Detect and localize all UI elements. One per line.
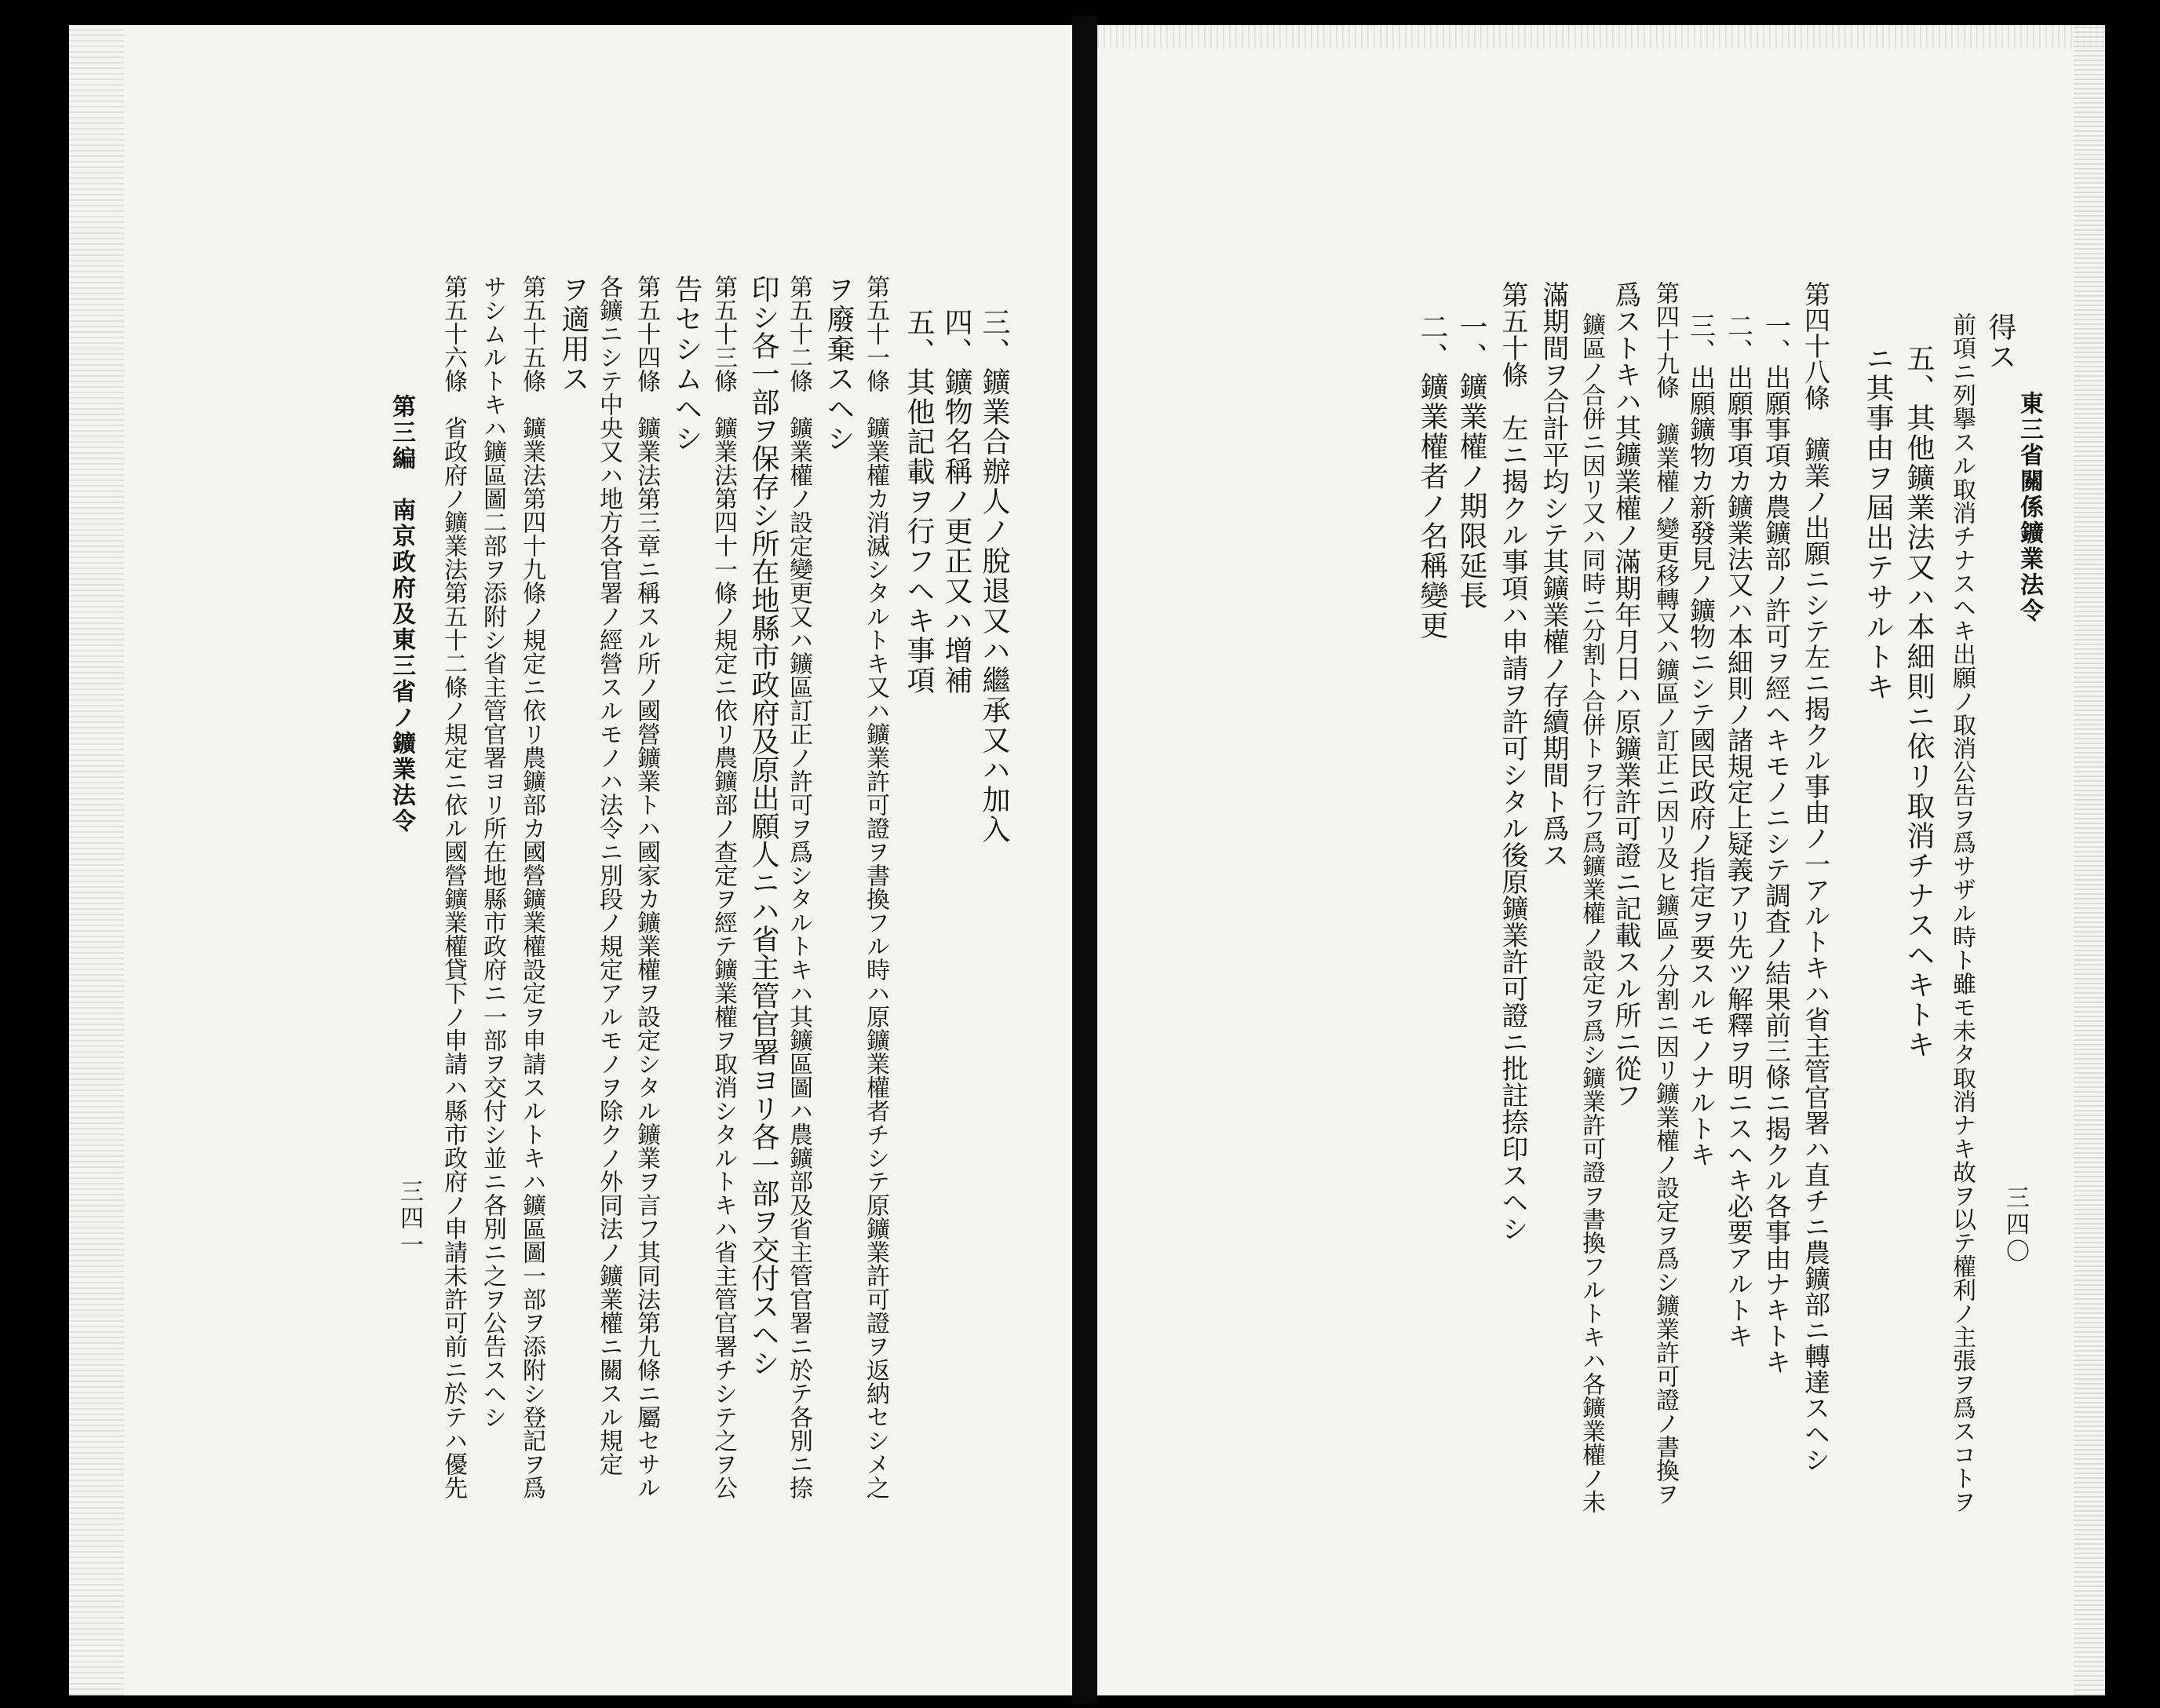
running-footer: 第三編 南京政府及東三省ノ鑛業法令 [388,394,415,834]
text-line: ヲ適用ス [557,275,589,394]
text-line: 印シ各一部ヲ保存シ所在地縣市政府及原出願人ニハ省主管官署ヨリ各一部ヲ交付スヘシ [747,275,779,1377]
text-line: 五、其他記載ヲ行フヘキ事項 [903,308,935,695]
text-line: 鑛區ノ合併ニ因リ又ハ同時ニ分割ト合併トヲ行フ爲鑛業權ノ設定ヲ爲シ鑛業許可證ヲ書換フルトキハ各鑛業權ノ未 [1578,312,1605,1513]
text-line: 三、出願鑛物カ新發見ノ鑛物ニシテ國民政府ノ指定ヲ要スルモノナルトキ [1686,312,1717,1167]
text-line: ヲ廢棄スヘシ [823,275,855,454]
text-line: 三、鑛業合辦人ノ脫退又ハ繼承又ハ加入 [978,308,1010,845]
running-header: 東三省關係鑛業法令 [2016,391,2043,624]
article-55: 第五十五條 鑛業法第四十九條ノ規定ニ依リ農鑛部カ國營鑛業權設定ヲ申請スルトキハ鑛區圖一部ヲ添附シ登記ヲ爲 [518,275,545,1499]
text-line: 一、出願事項カ農鑛部ノ許可ヲ經ヘキモノニシテ調査ノ結果前三條ニ揭クル各事由ナキトキ [1761,312,1792,1374]
article-54: 第五十四條 鑛業法第三章ニ稱スル所ノ國營鑛業トハ國家カ鑛業權ヲ設定シタル鑛業ヲ言フ其同法第九條ニ屬セサル [633,275,660,1499]
article-52: 第五十二條 鑛業權ノ設定變更又ハ鑛區訂正ノ許可ヲ爲シタルトキハ其鑛區圖ハ農鑛部及省主管官署ニ於テ各別ニ捺 [785,275,812,1499]
right-page [1097,25,2105,1695]
article-50: 第五十條 左ニ揭クル事項ハ申請ヲ許可シタル後原鑛業許可證ニ批註捺印スヘシ [1497,281,1528,1242]
text-line: 得ス [1984,312,2016,372]
article-49: 第四十九條 鑛業權ノ變更移轉又ハ鑛區ノ訂正ニ因リ及ヒ鑛區ノ分割ニ因リ鑛業權ノ設定ヲ爲シ鑛業許可證ノ書換ヲ [1651,281,1679,1505]
text-line: 前項ニ列擧スル取消チナスヘキ出願ノ取消公告ヲ爲サザル時ト雖モ未タ取消ナキ故ヲ以テ權利ノ主張ヲ爲スコトヲ [1948,312,1976,1513]
article-53: 第五十三條 鑛業法第四十一條ノ規定ニ依リ農鑛部ノ查定ヲ經テ鑛業權ヲ取消シタルトキハ省主管官署チシテ之ヲ公 [710,275,737,1499]
text-line: 告セシムヘシ [670,275,702,454]
text-line: 爲ストキハ其鑛業權ノ滿期年月日ハ原鑛業許可證ニ記載スル所ニ從フ [1610,281,1641,1108]
text-line: サシムルトキハ鑛區圖二部ヲ添附シ省主管官署ヨリ所在地縣市政府ニ一部ヲ交付シ並ニ各別ニ之ヲ公告スヘシ [479,275,506,1429]
page-number: 三四一 [396,1179,423,1259]
text-line: 滿期間ヲ合計平均シテ其鑛業權ノ存續期間ト爲ス [1538,281,1569,868]
page-number: 三四〇 [2001,1185,2029,1265]
text-line: ニ其事由ヲ屆出テサルトキ [1862,344,1894,702]
text-line: 二、鑛業權者ノ名稱變更 [1416,312,1448,640]
text-line: 一、鑛業權ノ期限延長 [1455,312,1487,611]
article-51: 第五十一條 鑛業權カ消滅シタルトキ又ハ鑛業許可證ヲ書換フル時ハ原鑛業權者チシテ原鑛業許可證ヲ返納セシメ之 [862,275,889,1499]
text-line: 各鑛ニシテ中央又ハ地方各官署ノ經營スルモノハ法令ニ別段ノ規定アルモノヲ除クノ外同法ノ鑛業權ニ關スル規定 [595,275,622,1476]
text-line: 五、其他鑛業法又ハ本細則ニ依リ取消チナスヘキトキ [1903,344,1935,1060]
article-56: 第五十六條 省政府ノ鑛業法第五十二條ノ規定ニ依ル國營鑛業權貸下ノ申請ハ縣市政府ノ申請未許可前ニ於テハ優先 [440,275,467,1499]
article-48: 第四十八條 鑛業ノ出願ニシテ左ニ揭クル事由ノ一アルトキハ省主管官署ハ直チニ農鑛部ニ轉達スヘシ [1801,281,1831,1473]
text-line: 二、出願事項カ鑛業法又ハ本細則ノ諸規定上疑義アリ先ツ解釋ヲ明ニスヘキ必要アルトキ [1724,312,1754,1349]
left-page [69,25,1072,1695]
text-line: 四、鑛物名稱ノ更正又ハ增補 [940,308,972,695]
book-spine [1072,16,1097,1703]
